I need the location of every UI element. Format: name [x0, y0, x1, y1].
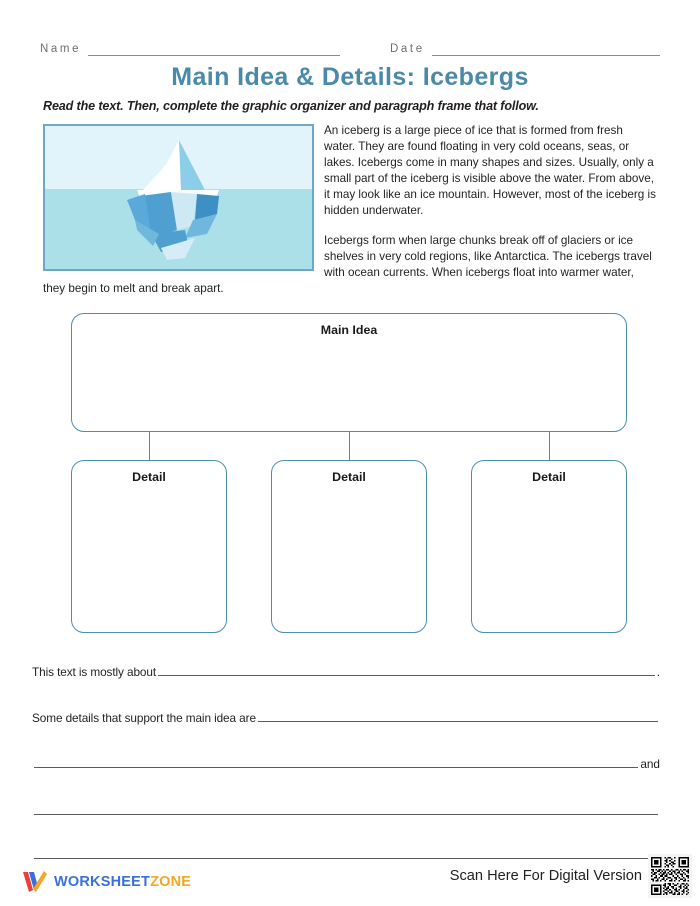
frame-line-1: [32, 664, 660, 679]
name-input-line[interactable]: [88, 42, 340, 56]
passage-paragraph-1: An iceberg is a large piece of ice that is formed from fresh water. They are found floating in very cold oceans, seas, or lakes. Icebergs come in many shapes and sizes. Usually, only a small part of the iceberg is visible above the water. From above, it may look like an ice mountain. However, most of the iceberg is hidden underwater.: [324, 124, 656, 218]
name-date-row: [40, 36, 660, 56]
logo-wordmark: [54, 874, 191, 890]
scan-label: Scan Here For Digital Version: [449, 868, 642, 884]
logo-word-zone: ZONE: [150, 874, 192, 890]
connector-line-1: [149, 432, 150, 460]
iceberg-icon: [119, 134, 239, 262]
page-title: Main Idea & Details: Icebergs: [171, 63, 529, 91]
frame-prompt-1: This text is mostly about: [32, 665, 157, 679]
frame-line-4: [32, 803, 660, 815]
name-label: Name: [40, 43, 82, 55]
frame-conjunction: and: [640, 757, 660, 771]
connector-line-2: [349, 432, 350, 460]
reading-passage: [43, 123, 657, 297]
page-footer: [0, 850, 700, 906]
logo-mark-icon: [22, 870, 48, 894]
logo-word-worksheet: WORKSHEET: [54, 874, 151, 890]
worksheet-zone-logo[interactable]: [22, 870, 191, 894]
date-field-group: [390, 42, 660, 56]
main-idea-box[interactable]: [71, 313, 627, 432]
frame-answer-line-2[interactable]: [258, 710, 658, 722]
connector-line-3: [549, 432, 550, 460]
passage-paragraph-2: Icebergs form when large chunks break off of glaciers or ice shelves in very cold regions, like Antarctica. The icebergs travel with ocean currents. When icebergs float into warmer water, they begin to melt and break apart.: [43, 233, 652, 295]
frame-answer-line-4[interactable]: [34, 803, 658, 815]
main-idea-label: Main Idea: [320, 323, 378, 337]
frame-line-2: [32, 710, 660, 725]
frame-line-3: [32, 756, 660, 771]
frame-answer-line-1[interactable]: [158, 664, 655, 676]
detail-label-3: Detail: [532, 470, 566, 484]
paragraph-frame: [32, 664, 660, 862]
frame-prompt-2: Some details that support the main idea are: [32, 711, 256, 725]
qr-code[interactable]: [648, 854, 692, 898]
date-label: Date: [390, 43, 425, 55]
detail-box-3[interactable]: [471, 460, 627, 633]
frame-answer-line-3[interactable]: [34, 756, 638, 768]
frame-period-1: .: [656, 665, 660, 679]
detail-label-1: Detail: [132, 470, 166, 484]
iceberg-illustration: [43, 124, 314, 271]
date-input-line[interactable]: [432, 42, 660, 56]
directions-text: Read the text. Then, complete the graphic organizer and paragraph frame that follow.: [43, 99, 539, 113]
graphic-organizer: [71, 313, 627, 633]
name-field-group: [40, 42, 340, 56]
detail-box-2[interactable]: [271, 460, 427, 633]
detail-box-1[interactable]: [71, 460, 227, 633]
scan-section: [450, 854, 692, 898]
detail-label-2: Detail: [332, 470, 366, 484]
